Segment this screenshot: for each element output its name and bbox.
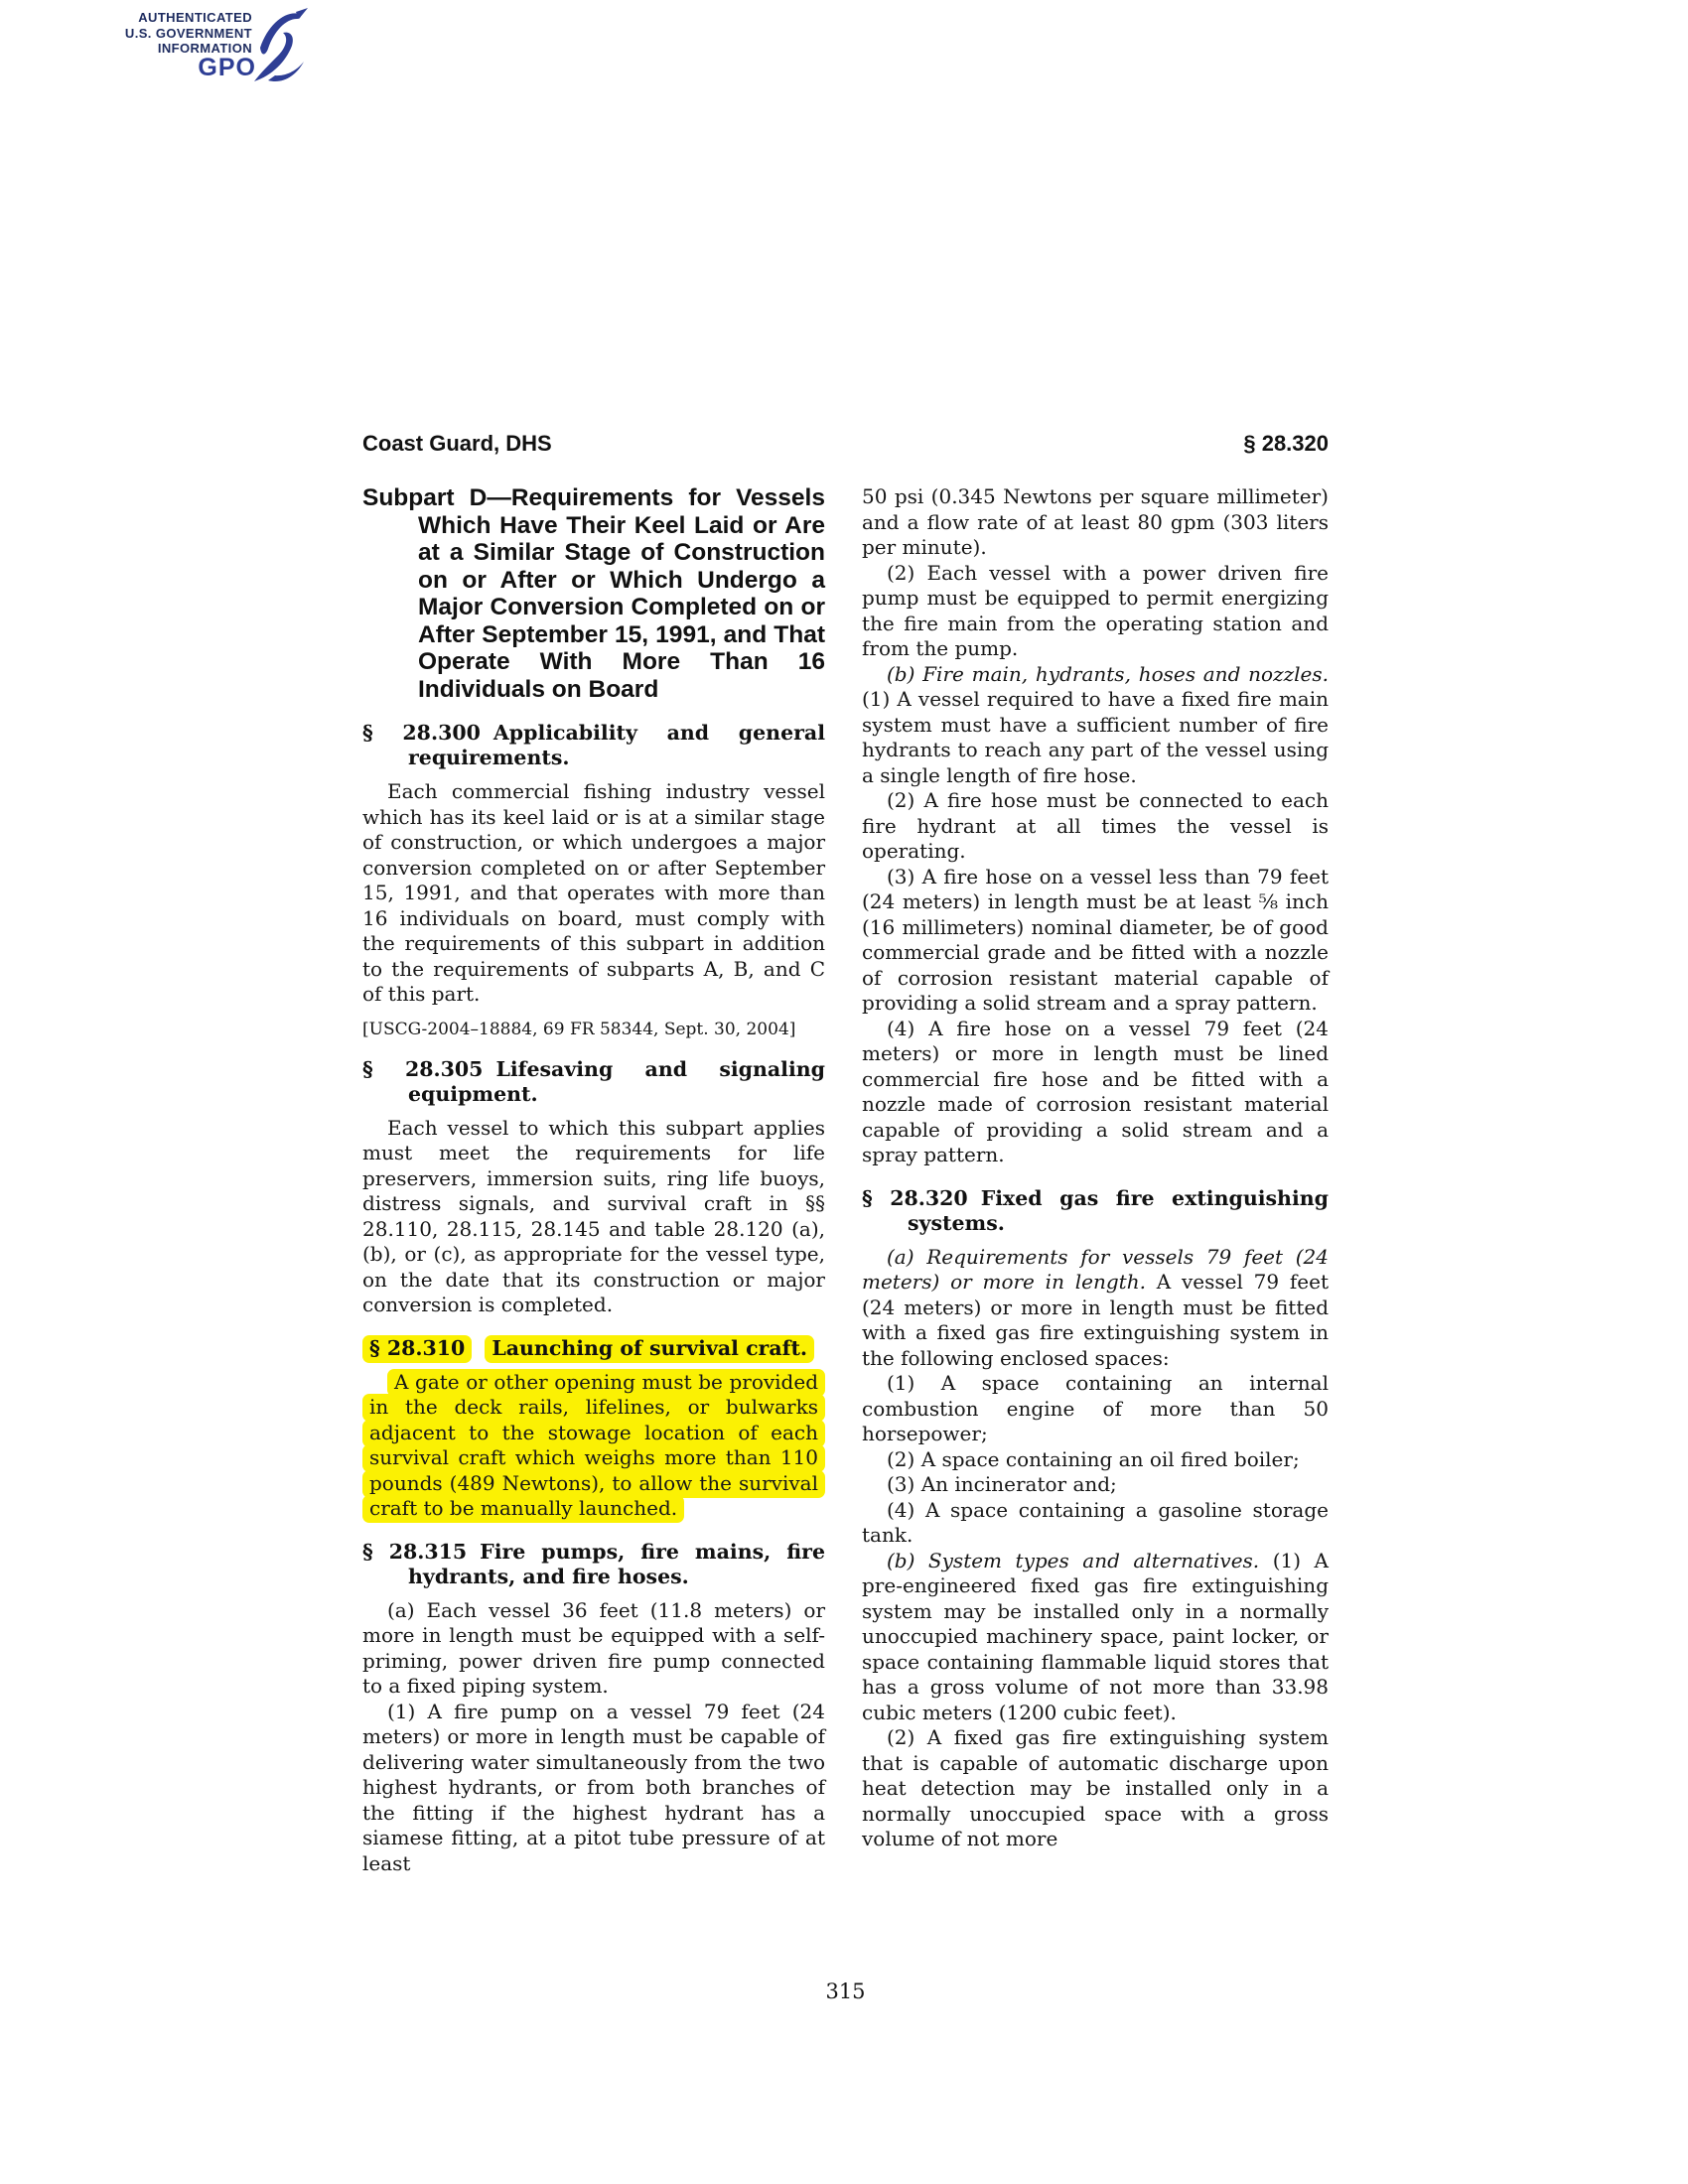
italic-lead: (b) Fire main, hydrants, hoses and nozzles. — [887, 661, 1329, 686]
italic-lead: (b) System types and alternatives. — [887, 1548, 1260, 1572]
paragraph — [862, 1549, 1329, 1726]
list-item: (1) A space containing an internal combustion engine of more than 50 horsepower; — [862, 1371, 1329, 1445]
section-title: Applicability and general requirements. — [408, 721, 825, 769]
paragraph: Each commercial fishing industry vessel which has its keel laid or is at a similar stage of construction, or which undergoes a major conversion completed on or after September 15, 1991, and that operates with more than 16 individuals on board, must comply with the requirements of this subpart in addition to the requirements of subparts A, B, and C of this part. — [362, 779, 825, 1006]
section-heading-28-315 — [362, 1540, 825, 1589]
paragraph: Each vessel to which this subpart applies must meet the requirements for life preservers, immersion suits, ring life buoys, distress signals, and survival craft in §§ 28.110, 28.115, 28.145 and table 28.120 (a), (b), or (c), as appropriate for the vessel type, on the date that its construction or major conversion is completed. — [362, 1115, 825, 1316]
section-number: § 28.300 — [362, 721, 481, 745]
left-column — [362, 484, 825, 1876]
section-heading-28-320 — [862, 1186, 1329, 1236]
running-header-section: § 28.320 — [1243, 431, 1329, 456]
subpart-heading: Subpart D—Requirements for Vessels Which Have Their Keel Laid or Are at a Similar Stage of Construction on or After or Which Undergo a Major Conversion Completed on or After September 15, 1991, and That Operate With More Than 16 Individuals on Board — [362, 484, 825, 703]
list-item: (2) A space containing an oil fired boiler; — [887, 1446, 1300, 1471]
gpo-eagle-icon — [252, 6, 310, 85]
gpo-wordmark: GPO — [198, 54, 256, 81]
paragraph-rest: (1) A pre-engineered fixed gas fire extinguishing system may be installed only in a normally unoccupied machinery space, paint locker, or space containing flammable liquid stores that has a gross volume of not more than 33.98 cubic meters (1200 cubic feet). — [862, 1548, 1329, 1724]
list-item: (4) A space containing a gasoline storage tank. — [862, 1497, 1329, 1547]
paragraph: (4) A fire hose on a vessel 79 feet (24 meters) or more in length must be lined commercial fire hose and be fitted with a nozzle made of corrosion resistant material capable of providing a solid stream and a spray pattern. — [862, 1016, 1329, 1166]
paragraph: (2) A fixed gas fire extinguishing system that is capable of automatic discharge upon heat detection may be installed only in a normally unoccupied space with a gross volume of not more — [862, 1725, 1329, 1850]
running-header — [362, 431, 1329, 457]
page-number: 315 — [825, 1979, 866, 2003]
section-title: Lifesaving and signaling equipment. — [408, 1056, 825, 1106]
paragraph-rest: (1) A vessel required to have a fixed fire main system must have a sufficient number of fire hydrants to reach any part of the vessel using a single length of fire hose. — [862, 687, 1329, 787]
paragraph: (3) A fire hose on a vessel less than 79 feet (24 meters) in length must be at least ⅝ inch (16 millimeters) nominal diameter, be of good commercial grade and be fitted with a nozzle of corrosion resistant material capable of providing a solid stream and a spray pattern. — [862, 864, 1329, 1015]
section-title-highlighted: Launching of survival craft. — [485, 1335, 814, 1363]
paragraph: (2) A fire hose must be connected to each fire hydrant at all times the vessel is operating. — [862, 788, 1329, 863]
running-header-title: Coast Guard, DHS — [362, 431, 552, 456]
paragraph-rest: A vessel 79 feet (24 meters) or more in length must be fitted with a fixed gas fire extinguishing system in the following enclosed spaces: — [862, 1270, 1329, 1370]
section-title: Fire pumps, fire mains, fire hydrants, and fire hoses. — [408, 1539, 825, 1588]
paragraph-continuation: 50 psi (0.345 Newtons per square millimeter) and a flow rate of at least 80 gpm (303 liters per minute). — [862, 484, 1329, 559]
section-number-highlighted: § 28.310 — [362, 1335, 472, 1363]
paragraph: (a) Each vessel 36 feet (11.8 meters) or more in length must be equipped with a self-priming, power driven fire pump connected to a fixed piping system. — [362, 1597, 825, 1698]
citation: [USCG-2004–18884, 69 FR 58344, Sept. 30, 2004] — [362, 1019, 796, 1039]
logo-text-block — [125, 10, 252, 57]
highlighted-paragraph — [362, 1370, 825, 1522]
section-number: § 28.305 — [362, 1056, 484, 1081]
paragraph — [862, 1245, 1329, 1372]
section-number: § 28.320 — [862, 1185, 968, 1210]
gpo-authentication-logo — [124, 6, 306, 85]
right-column — [862, 484, 1329, 1852]
logo-text-line: AUTHENTICATED — [138, 10, 252, 25]
paragraph: (1) A fire pump on a vessel 79 feet (24 meters) or more in length must be capable of delivering water simultaneously from the two highest hydrants, or from both branches of the fitting if the highest hydrant has a siamese fitting, at a pitot tube pressure of at least — [362, 1699, 825, 1875]
section-title: Fixed gas fire extinguishing systems. — [908, 1185, 1329, 1235]
section-heading-28-300 — [362, 721, 825, 770]
section-heading-28-305 — [362, 1057, 825, 1107]
paragraph: (2) Each vessel with a power driven fire pump must be equipped to permit energizing the fire main from the operating station and from the pump. — [862, 560, 1329, 660]
logo-text-line: INFORMATION — [157, 41, 252, 56]
paragraph — [862, 662, 1329, 789]
logo-text-line: U.S. GOVERNMENT — [124, 25, 252, 41]
italic-lead: (a) Requirements for vessels 79 feet (24 meters) or more in length. — [862, 1244, 1329, 1294]
list-item: (3) An incinerator and; — [887, 1472, 1117, 1496]
section-heading-28-310 — [362, 1336, 825, 1361]
highlight-run: A gate or other opening must be provided in the deck rails, lifelines, or bulwarks adjacent to the stowage location of each survival craft which weighs more than 110 pounds (489 Newtons), to allow the survival craft to be manually launched. — [362, 1369, 825, 1524]
section-number: § 28.315 — [362, 1539, 468, 1564]
